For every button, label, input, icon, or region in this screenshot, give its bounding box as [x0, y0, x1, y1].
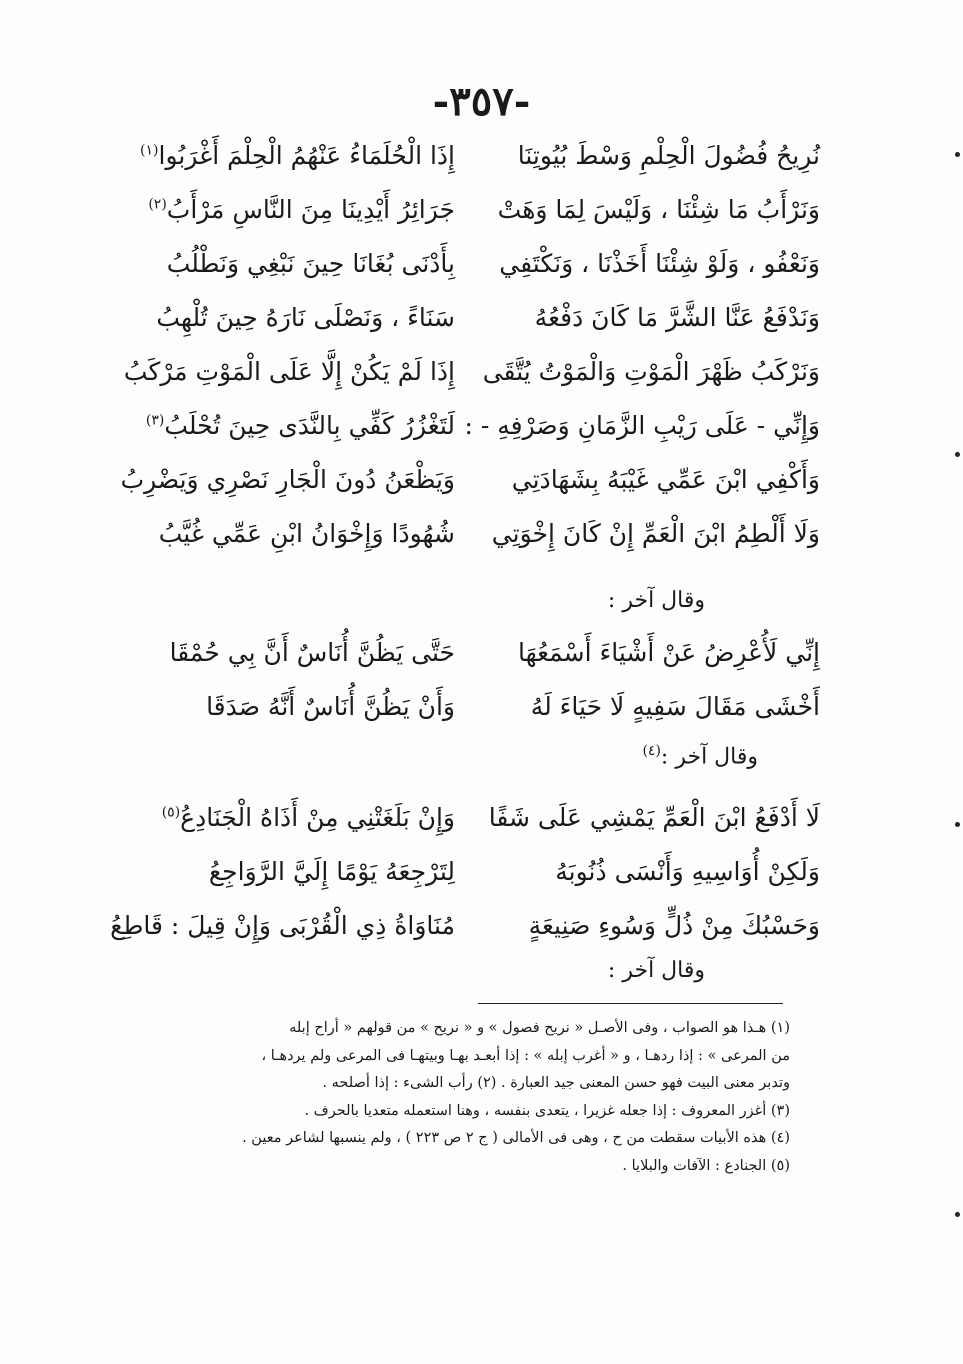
second-hemistich: مُنَاوَاةُ ذِي الْقُرْبَى وَإِنْ قِيلَ : قَاطِعُ	[110, 910, 455, 940]
footnote-line: (٤) هذه الأبيات سقطت من ح ، وهى فى الأمالى ( ج ٢ ص ٢٢٣ ) ، ولم ينسبها لشاعر معين .	[242, 1130, 790, 1146]
first-hemistich: وَلَا أَلْطِمُ ابْنَ الْعَمِّ إِنْ كَانَ إِخْوَتِي	[491, 518, 820, 548]
second-hemistich-text: وَإِنْ بَلَغَتْنِي مِنْ أَذَاهُ الْجَنَادِعُ	[180, 802, 455, 832]
footnote-ref[interactable]: (٣)	[145, 412, 165, 429]
verse	[140, 128, 820, 182]
footnote-line: وتدبر معنى البيت فهو حسن المعنى جيد العبارة . (٢) رأب الشىء : إذا أصلحه .	[322, 1075, 790, 1091]
verse	[140, 506, 820, 560]
second-hemistich-text: وَيَظْعَنُ دُونَ الْجَارِ نَصْرِي وَيَضْرِبُ	[120, 464, 455, 494]
poem-2	[140, 625, 820, 733]
second-hemistich-text: سَنَاءً ، وَنَصْلَى نَارَهُ حِينَ تُلْهِبُ	[156, 302, 455, 332]
verse	[140, 290, 820, 344]
footnotes	[160, 1015, 790, 1180]
second-hemistich	[140, 249, 455, 278]
scan-edge-mark	[955, 152, 960, 157]
verse	[140, 844, 820, 898]
first-hemistich: وَلَكِنْ أُوَاسِيهِ وَأَنْسَى ذُنُوبَهُ	[555, 856, 820, 886]
footnote-line: (٣) أغزر المعروف : إذا جعله غزيرا ، يتعدى بنفسه ، وهنا استعمله متعديا بالحرف .	[304, 1102, 790, 1119]
footnote-ref[interactable]: (٤)	[642, 743, 661, 759]
poem-intro-text: وقال آخر :	[660, 744, 758, 770]
second-hemistich-text: إِذَا لَمْ يَكُنْ إِلَّا عَلَى الْمَوْتِ مَرْكَبُ	[123, 356, 455, 386]
second-hemistich	[120, 464, 455, 494]
first-hemistich: وَأَكْفِي ابْنَ عَمِّي غَيْبَهُ بِشَهَادَتِي	[511, 464, 820, 494]
page-number: -٣٥٧-	[432, 78, 531, 125]
second-hemistich: لِتَرْجِعَهُ يَوْمًا إِلَيَّ الرَّوَاجِعُ	[208, 856, 455, 886]
poem-intro	[642, 743, 758, 769]
second-hemistich-text: شُهُودًا وَإِخْوَانُ ابْنِ عَمِّي غُيَّبُ	[158, 518, 455, 548]
footnote-ref[interactable]: (٥)	[161, 804, 181, 821]
second-hemistich-text: بِأَدْنَى بُغَانَا حِينَ نَبْغِي وَنَطْلُبُ	[166, 248, 455, 278]
first-hemistich: وَنَدْفَعُ عَنَّا الشَّرَّ مَا كَانَ دَفْعُهُ	[534, 302, 820, 332]
second-hemistich	[140, 519, 455, 548]
scan-edge-mark	[955, 452, 960, 457]
second-hemistich	[140, 411, 455, 440]
second-hemistich: وَأَنْ يَظُنَّ أُنَاسٌ أَنَّهُ صَدَقَا	[206, 691, 455, 721]
scan-edge-mark	[955, 822, 960, 827]
first-hemistich: وَحَسْبُكَ مِنْ ذُلٍّ وَسُوءِ صَنِيعَةٍ	[528, 910, 820, 940]
verse	[140, 790, 820, 844]
scan-edge-mark	[955, 1212, 960, 1217]
verse	[140, 236, 820, 290]
footnote-ref[interactable]: (١)	[140, 142, 159, 159]
first-hemistich: وَنَرْكَبُ ظَهْرَ الْمَوْتِ وَالْمَوْتُ يُتَّقَى	[482, 356, 820, 386]
footnote-line: (٥) الجنادع : الآفات والبلايا .	[622, 1157, 790, 1174]
second-hemistich-text: جَرَائِرُ أَيْدِينَا مِنَ النَّاسِ مَرْأَبُ	[166, 194, 455, 224]
second-hemistich	[140, 141, 455, 170]
verse	[110, 898, 820, 952]
first-hemistich: وَنَرْأَبُ مَا شِئْنَا ، وَلَيْسَ لِمَا وَهَتْ	[497, 194, 820, 224]
second-hemistich-text: إِذَا الْحُلَمَاءُ عَنْهُمُ الْحِلْمَ أَغْرَبُوا	[158, 140, 455, 170]
second-hemistich	[123, 356, 455, 386]
verse	[120, 452, 820, 506]
poem-3	[110, 790, 820, 952]
second-hemistich	[140, 303, 455, 332]
poem-intro: وقال آخر :	[607, 588, 705, 613]
footnote-divider	[478, 1003, 783, 1004]
poem-1	[120, 128, 820, 560]
first-hemistich: وَنَعْفُو ، وَلَوْ شِئْنَا أَخَذْنَا ، وَنَكْتَفِي	[499, 248, 820, 278]
verse	[140, 398, 820, 452]
verse	[140, 679, 820, 733]
footnote-line: (١) هـذا هو الصواب ، وفى الأصـل « نريح فصول » و « نريح » من قولهم « أراح إبله	[289, 1020, 790, 1036]
footnote-ref[interactable]: (٢)	[148, 196, 167, 213]
poem-intro: وقال آخر :	[607, 958, 705, 983]
first-hemistich: أَخْشَى مَقَالَ سَفِيهٍ لَا حَيَاءَ لَهُ	[530, 691, 820, 721]
second-hemistich	[140, 803, 455, 832]
verse	[140, 182, 820, 236]
first-hemistich: لَا أَدْفَعُ ابْنَ الْعَمِّ يَمْشِي عَلَى شَفًا	[488, 802, 820, 832]
first-hemistich: وَإِنِّي - عَلَى رَيْبِ الزَّمَانِ وَصَرْفِهِ - :	[464, 410, 820, 440]
second-hemistich: حَتَّى يَظُنَّ أُنَاسٌ أَنَّ بِي حُمْقَا	[169, 637, 455, 667]
footnote-line: من المرعى » : إذا ردهـا ، و « أغرب إبله » : إذا أبعـد بهـا وبيتهـا فى المرعى ولم يردهـا ،	[261, 1047, 790, 1064]
second-hemistich-text: لَتَغْزُرُ كَفِّي بِالنَّدَى حِينَ تُحْلَبُ	[164, 410, 455, 440]
second-hemistich	[140, 195, 455, 224]
first-hemistich: إِنِّي لَأُعْرِضُ عَنْ أَشْيَاءَ أَسْمَعُهَا	[517, 637, 820, 667]
verse	[123, 344, 820, 398]
first-hemistich: نُرِيحُ فُضُولَ الْحِلْمِ وَسْطَ بُيُوتِنَا	[517, 140, 820, 170]
verse	[140, 625, 820, 679]
